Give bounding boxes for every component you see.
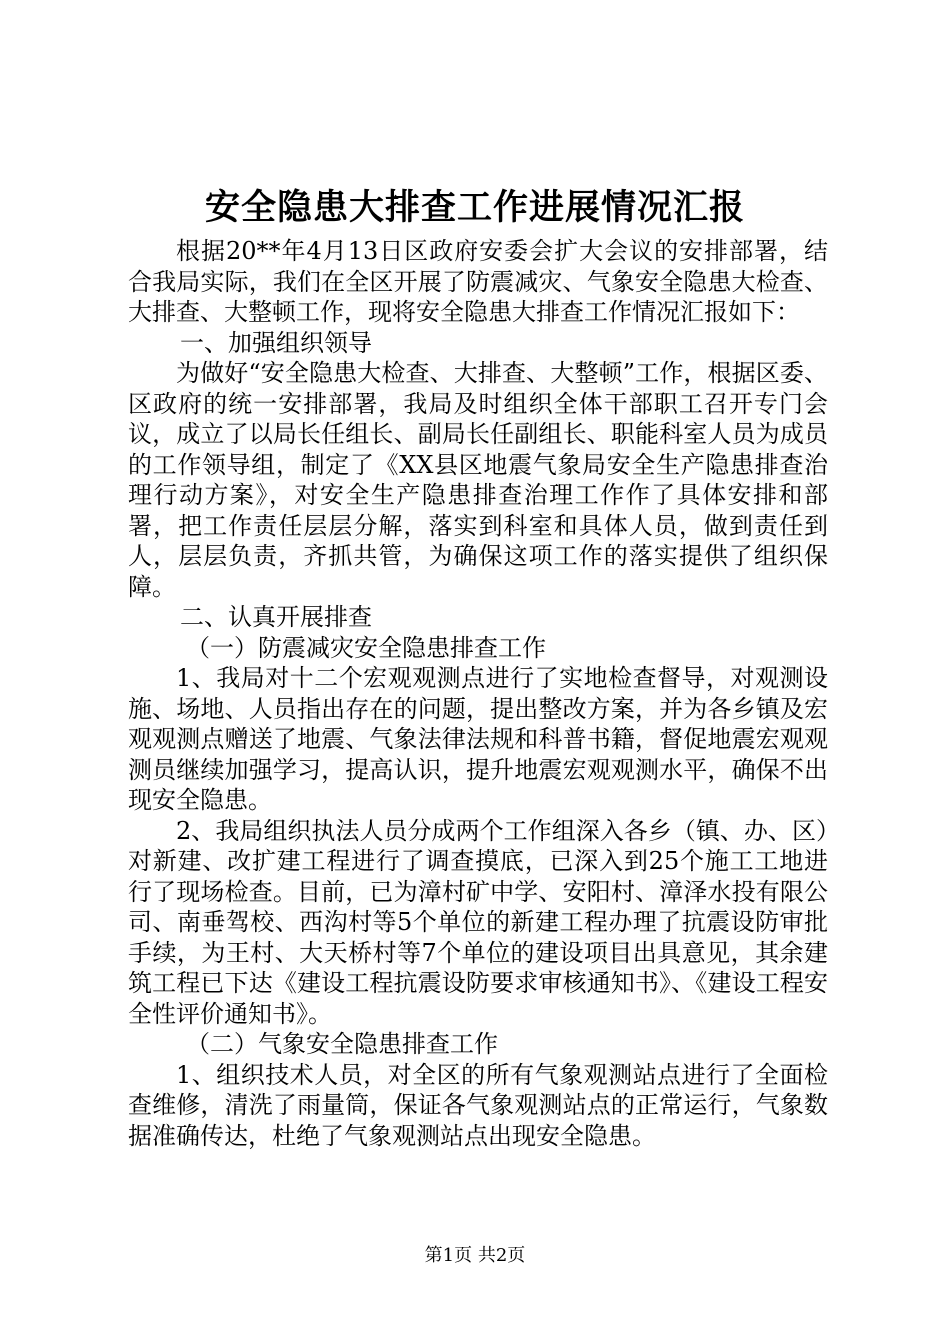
paragraph-item-3: 1、组织技术人员，对全区的所有气象观测站点进行了全面检查维修，清洗了雨量筒，保证各气象观测站点的正常运行，气象数据准确传达，杜绝了气象观测站点出现安全隐患。 bbox=[128, 1060, 828, 1150]
subsection-heading-2: （二）气象安全隐患排查工作 bbox=[186, 1030, 498, 1058]
subsection-heading-1: （一）防震减灾安全隐患排查工作 bbox=[186, 633, 546, 662]
section-heading-2: 二、认真开展排查 bbox=[180, 603, 372, 631]
paragraph-item-1: 1、我局对十二个宏观观测点进行了实地检查督导，对观测设施、场地、人员指出存在的问题，提出整改方案，并为各乡镇及宏观观测点赠送了地震、气象法律法规和科普书籍，督促地震宏观观测员继续加强学习，提高认识，提升地震宏观观测水平，确保不出现安全隐患。 bbox=[128, 664, 828, 814]
document-body bbox=[128, 236, 828, 1151]
page-number: 第1页 共2页 bbox=[424, 1245, 526, 1266]
document-title: 安全隐患大排查工作进展情况汇报 bbox=[204, 187, 745, 228]
section-heading-1: 一、加强组织领导 bbox=[180, 328, 372, 357]
paragraph-intro: 根据20**年4月13日区政府安委会扩大会议的安排部署，结合我局实际，我们在全区开展了防震减灾、气象安全隐患大检查、大排查、大整顿工作，现将安全隐患大排查工作情况汇报如下： bbox=[128, 237, 828, 326]
paragraph-organization: 为做好“安全隐患大检查、大排查、大整顿”工作，根据区委、区政府的统一安排部署，我局及时组织全体干部职工召开专门会议，成立了以局长任组长、副局长任副组长、职能科室人员为成员的工作领导组，制定了《XX县区地震气象局安全生产隐患排查治理行动方案》，对安全生产隐患排查治理工作作了具体安排和部署，把工作责任层层分解，落实到科室和具体人员，做到责任到人，层层负责，齐抓共管，为确保这项工作的落实提供了组织保障。 bbox=[128, 359, 828, 601]
paragraph-item-2: 2、我局组织执法人员分成两个工作组深入各乡（镇、办、区）对新建、改扩建工程进行了调查摸底，已深入到25个施工工地进行了现场检查。目前，已为漳村矿中学、安阳村、漳泽水投有限公司、南垂驾校、西沟村等5个单位的新建工程办理了抗震设防审批手续，为王村、大天桥村等7个单位的建设项目出具意见，其余建筑工程已下达《建设工程抗震设防要求审核通知书》、《建设工程安全性评价通知书》。 bbox=[128, 816, 828, 1028]
